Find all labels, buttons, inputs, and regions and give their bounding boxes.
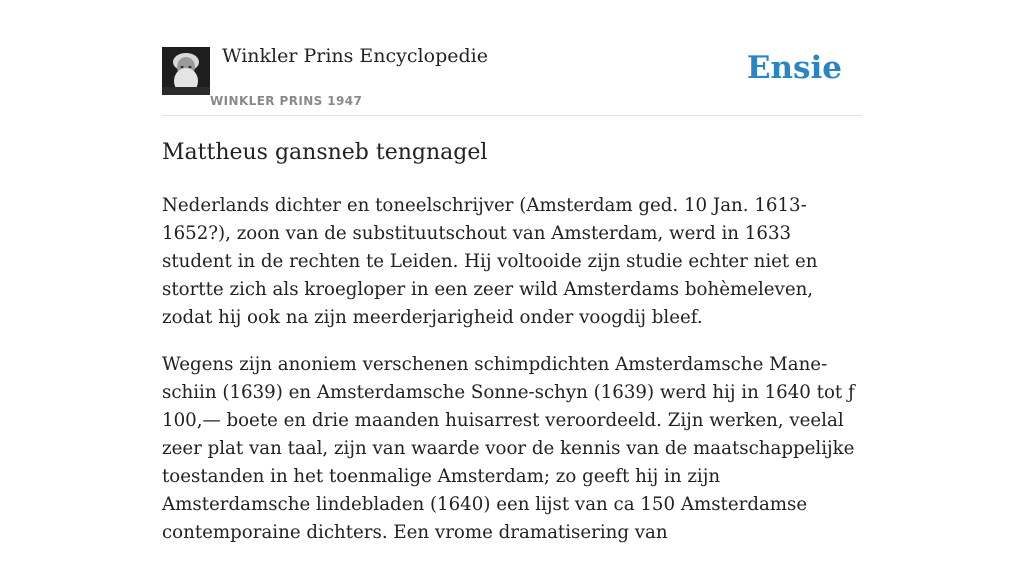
source-header xyxy=(162,0,862,116)
author-avatar[interactable] xyxy=(162,47,210,95)
article-title: Mattheus gansneb tengnagel xyxy=(162,140,488,165)
brand-logo[interactable]: Ensie xyxy=(746,50,842,86)
portrait-image xyxy=(162,47,210,95)
source-subtitle: WINKLER PRINS 1947 xyxy=(210,94,363,108)
article-paragraph: Nederlands dichter en toneelschrijver (Amsterdam ged. 10 Jan. 1613-1652?), zoon van de substituutschout van Amsterdam, werd in 1633 student in de rechten te Leiden. Hij voltooide zijn studie echter niet en stortte zich als kroegloper in een zeer wild Amsterdams bohèmeleven, zodat hij ook na zijn meerderjarigheid onder voogdij bleef. xyxy=(162,195,818,328)
source-title[interactable]: Winkler Prins Encyclopedie xyxy=(222,45,488,67)
article-paragraph: Wegens zijn anoniem verschenen schimpdichten Amsterdamsche Mane-schiin (1639) en Amsterdamsche Sonne-schyn (1639) werd hij in 1640 tot ƒ 100,— boete en drie maanden huisarrest veroordeeld. Zijn werken, veelal zeer plat van taal, zijn van waarde voor de kennis van de maatschappelijke toestanden in het toenmalige Amsterdam; zo geeft hij in zijn Amsterdamsche lindebladen (1640) een lijst van ca 150 Amsterdamse contemporaine dichters. Een vrome dramatisering van xyxy=(162,354,855,543)
article-body xyxy=(162,192,862,566)
